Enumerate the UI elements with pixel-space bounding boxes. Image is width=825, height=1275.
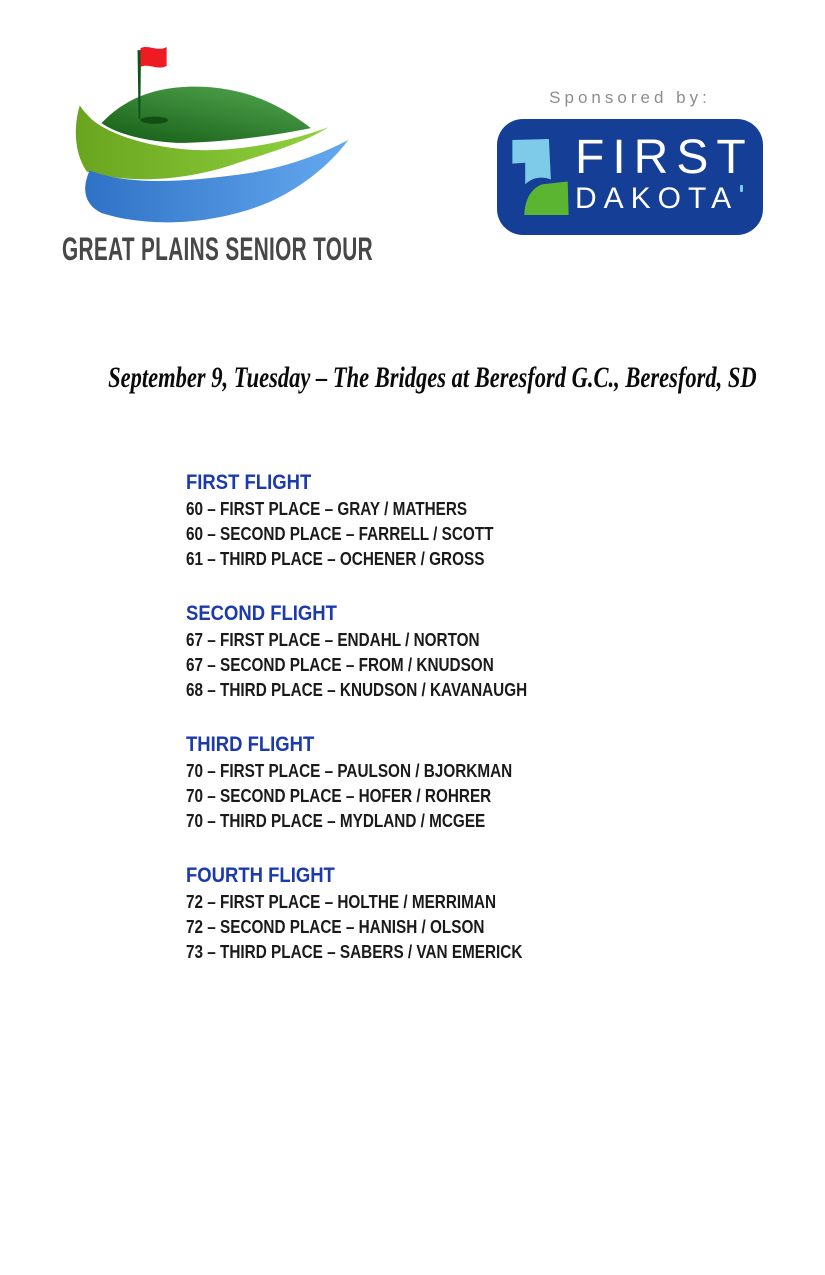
result-line: 67 – SECOND PLACE – FROM / KNUDSON [186,655,494,675]
result-line: 70 – SECOND PLACE – HOFER / ROHRER [186,786,492,806]
sponsored-by-label: Sponsored by: [549,88,711,107]
flight-results-list [186,468,587,992]
result-line: 73 – THIRD PLACE – SABERS / VAN EMERICK [186,942,523,962]
result-line: 68 – THIRD PLACE – KNUDSON / KAVANAUGH [186,680,528,700]
flight-heading: SECOND FLIGHT [186,602,337,625]
flight-heading: THIRD FLIGHT [186,733,315,756]
result-line: 61 – THIRD PLACE – OCHENER / GROSS [186,549,485,569]
result-line: 60 – FIRST PLACE – GRAY / MATHERS [186,499,468,519]
sponsor-block [497,88,763,235]
great-plains-senior-tour-logo [60,40,380,267]
result-line: 70 – THIRD PLACE – MYDLAND / MCGEE [186,811,486,831]
golf-green-flag-swoosh-icon [60,40,376,228]
result-line: 67 – FIRST PLACE – ENDAHL / NORTON [186,630,480,650]
result-line: 70 – FIRST PLACE – PAULSON / BJORKMAN [186,761,513,781]
event-heading: September 9, Tuesday – The Bridges at Beresford G.C., Beresford, SD [108,361,757,394]
flight-section-fourth [186,861,587,965]
result-line: 72 – SECOND PLACE – HANISH / OLSON [186,917,485,937]
trademark-tick [740,185,743,192]
first-dakota-one-icon [512,139,570,216]
flight-section-third [186,730,587,834]
brand-first-text: FIRST [575,131,754,184]
flight-section-first [186,468,587,572]
first-dakota-logo [497,119,763,235]
flight-heading: FOURTH FLIGHT [186,864,335,887]
brand-dakota-text: DAKOTA [575,183,754,215]
result-line: 60 – SECOND PLACE – FARRELL / SCOTT [186,524,494,544]
result-line: 72 – FIRST PLACE – HOLTHE / MERRIMAN [186,892,496,912]
flight-section-second [186,599,587,703]
flight-heading: FIRST FLIGHT [186,471,312,494]
logo-wordmark: GREAT PLAINS SENIOR TOUR [62,231,373,267]
first-dakota-wordmark [575,131,754,215]
